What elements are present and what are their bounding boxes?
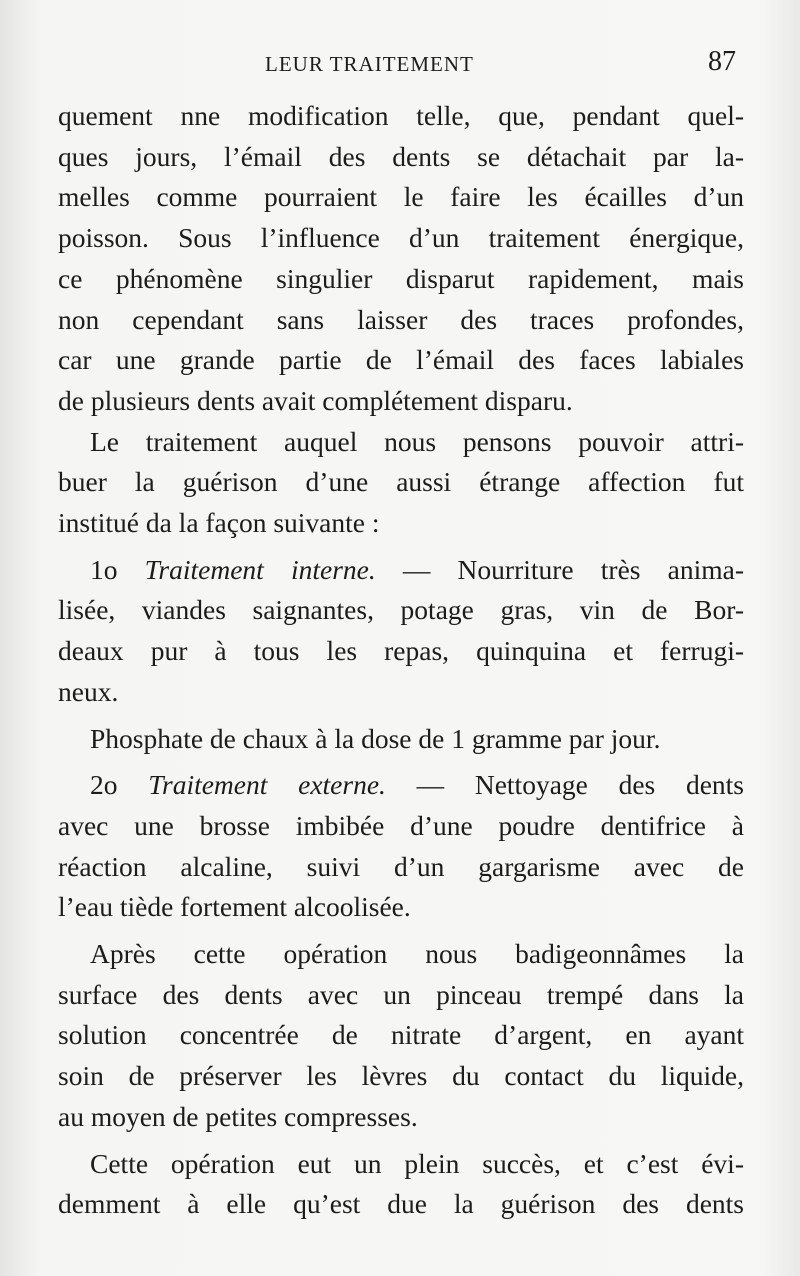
text-line: au moyen de petites compresses. (58, 1100, 418, 1132)
running-head: LEUR TRAITEMENT (265, 52, 474, 76)
text-line: Après cette opération nous badigeonnâmes la (90, 938, 744, 970)
page-number: 87 (708, 46, 736, 77)
text-line: surface des dents avec un pinceau trempé dans la (58, 978, 744, 1010)
text-line: avec une brosse imbibée d’une poudre dentifrice à (58, 809, 744, 841)
text-line: melles comme pourraient le faire les écailles d’un (58, 181, 744, 213)
text-line: poisson. Sous l’influence d’un traitement énergique, (58, 222, 744, 254)
text-line: car une grande partie de l’émail des faces labiales (58, 344, 744, 376)
text-line: réaction alcaline, suivi d’un gargarisme avec de (58, 850, 744, 882)
text-line: quement nne modification telle, que, pendant quel- (58, 100, 744, 131)
text-line: soin de préserver les lèvres du contact du liquide, (58, 1060, 744, 1092)
section-number: 2o (90, 769, 118, 801)
text-line: l’eau tiède fortement alcoolisée. (58, 891, 411, 923)
text-line: neux. (58, 675, 119, 707)
text-line: de plusieurs dents avait complétement disparu. (58, 384, 573, 416)
treatment-heading-external (58, 765, 744, 806)
text-line: demment à elle qu’est due la guérison des dents (58, 1188, 744, 1220)
section-text: — Nettoyage des dents (385, 769, 744, 801)
section-number: 1o (90, 553, 118, 585)
text-line: deaux pur à tous les repas, quinquina et ferrugi- (58, 635, 744, 667)
text-line: Cette opération eut un plein succès, et c’est évi- (90, 1147, 744, 1179)
text-line: buer la guérison d’une aussi étrange affection fut (58, 466, 744, 498)
text-line: ques jours, l’émail des dents se détachait par la- (58, 140, 744, 172)
section-title: Traitement externe. (148, 769, 386, 801)
body-text (58, 96, 744, 1225)
text-line: ce phénomène singulier disparut rapidement, mais (58, 262, 744, 294)
text-line: solution concentrée de nitrate d’argent, en ayant (58, 1019, 744, 1051)
text-line: non cependant sans laisser des traces profondes, (58, 303, 744, 335)
text-line: Le traitement auquel nous pensons pouvoir attri- (90, 425, 744, 457)
text-line: institué da la façon suivante : (58, 507, 380, 539)
text-line: lisée, viandes saignantes, potage gras, vin de Bor- (58, 594, 744, 626)
section-text: — Nourriture très anima- (375, 553, 744, 585)
treatment-heading-internal (58, 550, 744, 591)
text-line: Phosphate de chaux à la dose de 1 gramme par jour. (90, 722, 661, 754)
section-title: Traitement interne. (144, 553, 376, 585)
page-header (60, 46, 740, 82)
